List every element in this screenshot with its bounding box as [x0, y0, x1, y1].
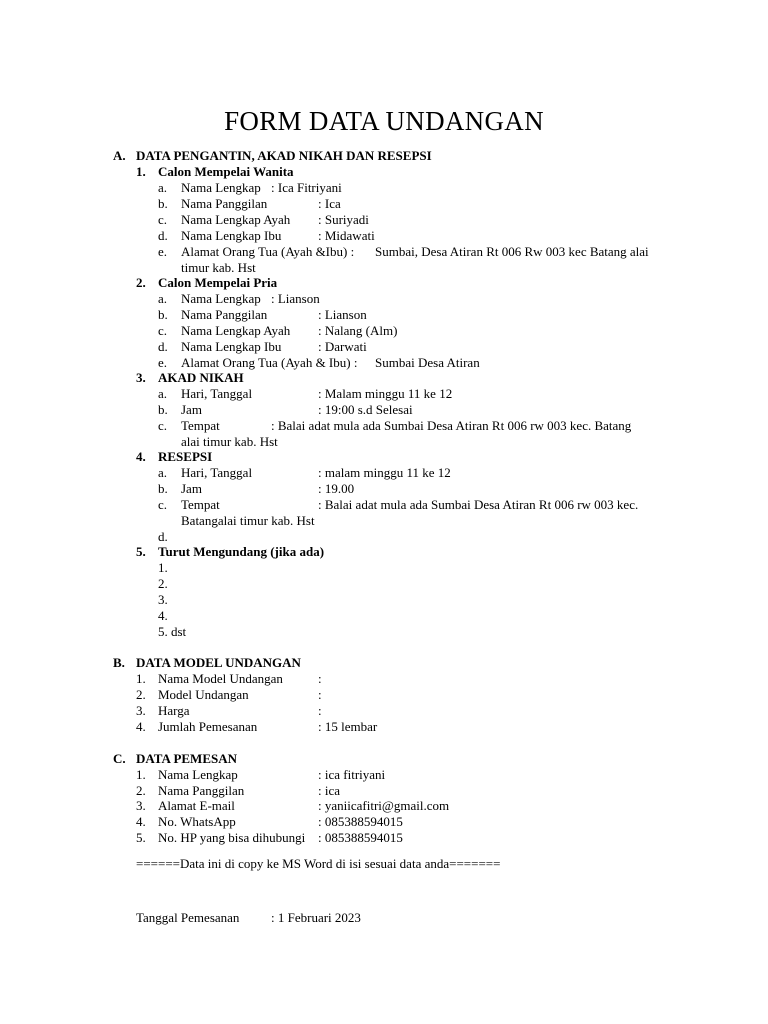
- field-label: Hari, Tanggal: [181, 465, 253, 480]
- list-marker: a.: [158, 291, 168, 306]
- field-value: : Balai adat mula ada Sumbai Desa Atiran Rt 006 rw 003 kec.: [318, 497, 639, 512]
- list-item: 3.: [158, 592, 168, 607]
- field-label: Harga: [158, 703, 190, 718]
- field-label: Jam: [181, 481, 202, 496]
- section-b-marker: B.: [113, 655, 125, 670]
- resepsi-heading: RESEPSI: [158, 449, 213, 464]
- field-value: : ica fitriyani: [318, 767, 386, 782]
- field-label: Jam: [181, 402, 202, 417]
- field-value: Sumbai Desa Atiran: [375, 355, 480, 370]
- list-marker: b.: [158, 481, 168, 496]
- field-value-continuation: timur kab. Hst: [181, 260, 256, 275]
- order-date-label: Tanggal Pemesanan: [136, 910, 240, 925]
- section-c-marker: C.: [113, 751, 126, 766]
- akad-heading: AKAD NIKAH: [158, 370, 244, 385]
- pria-number: 2.: [136, 275, 146, 290]
- order-date-value: : 1 Februari 2023: [271, 910, 361, 925]
- field-value: : Lianson: [318, 307, 367, 322]
- list-marker: 1.: [136, 671, 146, 686]
- copy-note: ======Data ini di copy ke MS Word di isi sesuai data anda=======: [136, 856, 501, 871]
- list-marker: 3.: [136, 798, 146, 813]
- field-label: Nama Lengkap Ibu: [181, 228, 282, 243]
- akad-number: 3.: [136, 370, 146, 385]
- list-marker: c.: [158, 323, 168, 338]
- field-label: Model Undangan: [158, 687, 249, 702]
- field-value: : 19.00: [318, 481, 355, 496]
- field-label: Nama Lengkap Ibu: [181, 339, 282, 354]
- field-value: : Suriyadi: [318, 212, 369, 227]
- list-item: 2.: [158, 576, 168, 591]
- field-value: : 085388594015: [318, 814, 403, 829]
- field-label: Nama Panggilan: [181, 307, 268, 322]
- field-value: : Lianson: [271, 291, 320, 306]
- field-value: : Malam minggu 11 ke 12: [318, 386, 453, 401]
- list-marker: c.: [158, 418, 168, 433]
- field-value: : 085388594015: [318, 830, 403, 845]
- list-marker: 1.: [136, 767, 146, 782]
- section-c-heading: DATA PEMESAN: [136, 751, 237, 766]
- field-value: : Midawati: [318, 228, 375, 243]
- list-marker: 3.: [136, 703, 146, 718]
- list-marker: b.: [158, 307, 168, 322]
- field-label: Jumlah Pemesanan: [158, 719, 258, 734]
- field-label: Alamat Orang Tua (Ayah & Ibu) :: [181, 355, 358, 370]
- field-label: No. HP yang bisa dihubungi: [158, 830, 306, 845]
- list-marker: e.: [158, 244, 168, 259]
- field-value: : 19:00 s.d Selesai: [318, 402, 413, 417]
- field-label: Alamat E-mail: [158, 798, 235, 813]
- field-value: : malam minggu 11 ke 12: [318, 465, 451, 480]
- list-marker: c.: [158, 212, 168, 227]
- list-marker: d.: [158, 228, 168, 243]
- turut-heading: Turut Mengundang (jika ada): [158, 544, 325, 559]
- list-marker: d.: [158, 529, 168, 544]
- field-value: : Balai adat mula ada Sumbai Desa Atiran Rt 006 rw 003 kec. Batang: [271, 418, 632, 433]
- field-label: Alamat Orang Tua (Ayah &Ibu) :: [181, 244, 355, 259]
- list-item: 5. dst: [158, 624, 187, 639]
- field-label: No. WhatsApp: [158, 814, 236, 829]
- list-marker: e.: [158, 355, 168, 370]
- field-label: Nama Lengkap: [158, 767, 238, 782]
- field-value: :: [318, 687, 322, 702]
- list-marker: 2.: [136, 783, 146, 798]
- wanita-number: 1.: [136, 164, 146, 179]
- field-value: : Ica Fitriyani: [271, 180, 342, 195]
- field-value: : ica: [318, 783, 341, 798]
- field-label: Nama Lengkap: [181, 291, 261, 306]
- list-item: 1.: [158, 560, 168, 575]
- list-item: 4.: [158, 608, 168, 623]
- section-b-heading: DATA MODEL UNDANGAN: [136, 655, 301, 670]
- wanita-heading: Calon Mempelai Wanita: [158, 164, 294, 179]
- section-a-heading: DATA PENGANTIN, AKAD NIKAH DAN RESEPSI: [136, 148, 432, 163]
- turut-number: 5.: [136, 544, 146, 559]
- field-value: Sumbai, Desa Atiran Rt 006 Rw 003 kec Batang alai: [375, 244, 649, 259]
- field-value-continuation: Batangalai timur kab. Hst: [181, 513, 315, 528]
- field-label: Tempat: [181, 497, 220, 512]
- pria-heading: Calon Mempelai Pria: [158, 275, 278, 290]
- field-value: :: [318, 703, 322, 718]
- list-marker: a.: [158, 465, 168, 480]
- field-value: : 15 lembar: [318, 719, 378, 734]
- list-marker: 2.: [136, 687, 146, 702]
- form-title: FORM DATA UNDANGAN: [224, 106, 544, 136]
- field-label: Nama Panggilan: [181, 196, 268, 211]
- section-a-marker: A.: [113, 148, 126, 163]
- field-label: Nama Lengkap: [181, 180, 261, 195]
- list-marker: 4.: [136, 719, 146, 734]
- field-value: : Nalang (Alm): [318, 323, 398, 338]
- field-label: Tempat: [181, 418, 220, 433]
- resepsi-number: 4.: [136, 449, 146, 464]
- list-marker: 4.: [136, 814, 146, 829]
- list-marker: b.: [158, 196, 168, 211]
- field-label: Hari, Tanggal: [181, 386, 253, 401]
- field-value: : Darwati: [318, 339, 367, 354]
- field-label: Nama Lengkap Ayah: [181, 212, 291, 227]
- list-marker: a.: [158, 386, 168, 401]
- list-marker: c.: [158, 497, 168, 512]
- field-value-continuation: alai timur kab. Hst: [181, 434, 278, 449]
- list-marker: 5.: [136, 830, 146, 845]
- list-marker: a.: [158, 180, 168, 195]
- list-marker: b.: [158, 402, 168, 417]
- field-label: Nama Lengkap Ayah: [181, 323, 291, 338]
- field-value: : yaniicafitri@gmail.com: [318, 798, 450, 813]
- field-value: :: [318, 671, 322, 686]
- list-marker: d.: [158, 339, 168, 354]
- field-label: Nama Panggilan: [158, 783, 245, 798]
- field-label: Nama Model Undangan: [158, 671, 283, 686]
- field-value: : Ica: [318, 196, 341, 211]
